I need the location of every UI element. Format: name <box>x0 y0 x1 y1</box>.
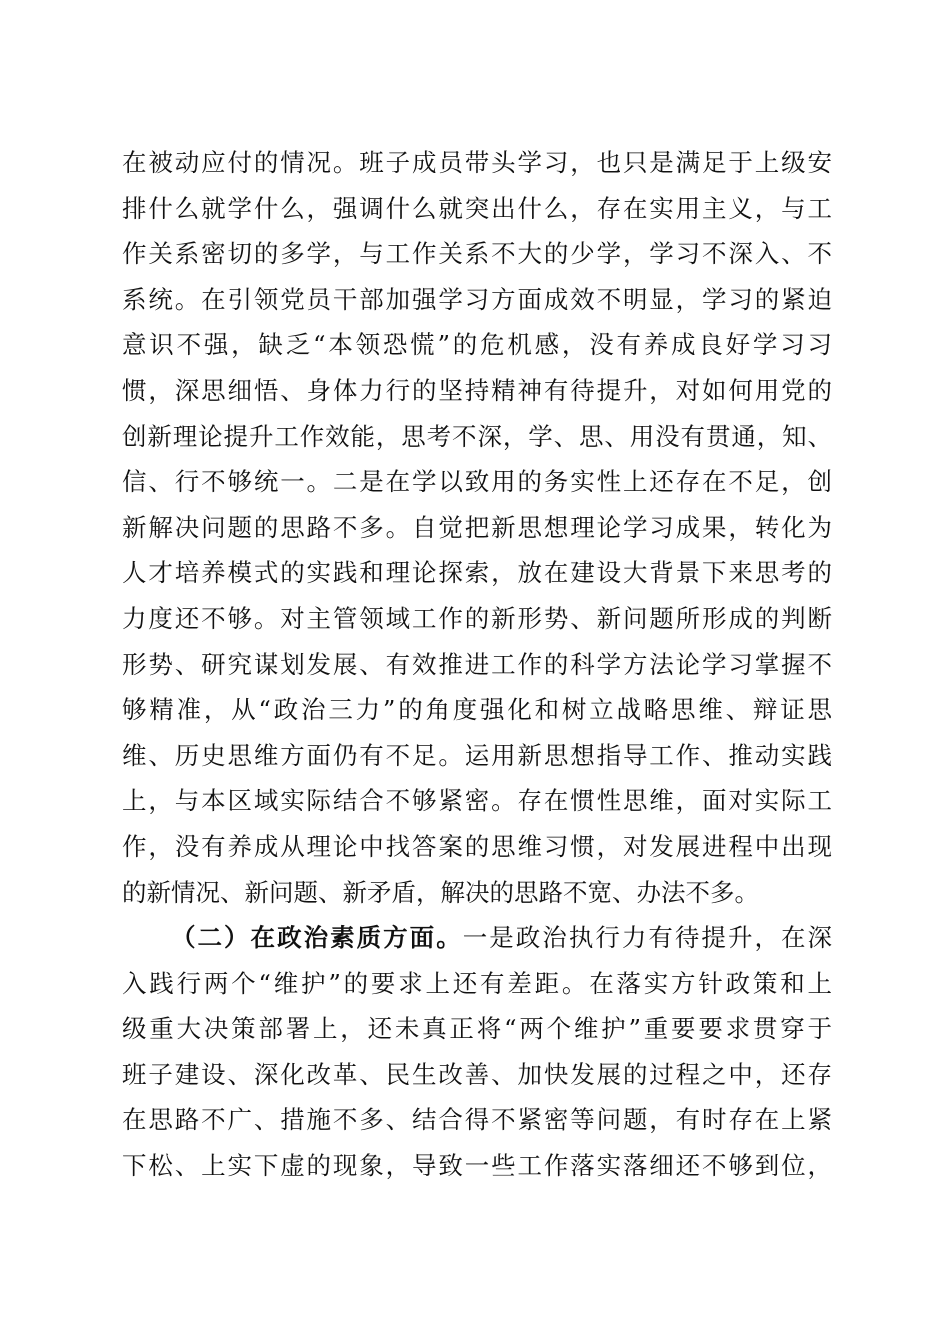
text-line: 班子建设、深化改革、民生改善、加快发展的过程之中，还存 <box>122 1059 832 1089</box>
text-line: 排什么就学什么，强调什么就突出什么，存在实用主义，与工 <box>122 193 832 223</box>
text-line: 形势、研究谋划发展、有效推进工作的科学方法论学习掌握不 <box>122 649 832 679</box>
text-line: 作，没有养成从理论中找答案的思维习惯，对发展进程中出现 <box>122 831 832 861</box>
text-line: 创新理论提升工作效能，思考不深，学、思、用没有贯通，知、 <box>122 421 832 451</box>
text-line: 新解决问题的思路不多。自觉把新思想理论学习成果，转化为 <box>122 512 832 542</box>
text-line: 力度还不够。对主管领域工作的新形势、新问题所形成的判断 <box>122 603 832 633</box>
text-line: 级重大决策部署上，还未真正将“两个维护”重要要求贯穿于 <box>122 1014 832 1044</box>
text-line: 够精准，从“政治三力”的角度强化和树立战略思维、辩证思 <box>122 695 832 725</box>
text-line: 的新情况、新问题、新矛盾，解决的思路不宽、办法不多。 <box>122 877 759 907</box>
section-2-first-line <box>122 915 832 961</box>
section-2-first-line-text: 一是政治执行力有待提升，在深 <box>462 923 833 953</box>
text-line: 人才培养模式的实践和理论探索，放在建设大背景下来思考的 <box>122 558 832 588</box>
text-line: 维、历史思维方面仍有不足。运用新思想指导工作、推动实践 <box>122 740 832 770</box>
text-line: 惯，深思细悟、身体力行的坚持精神有待提升，对如何用党的 <box>122 375 832 405</box>
text-line: 作关系密切的多学，与工作关系不大的少学，学习不深入、不 <box>122 239 832 269</box>
text-line: 意识不强，缺乏“本领恐慌”的危机感，没有养成良好学习习 <box>122 330 832 360</box>
text-line: 上，与本区域实际结合不够紧密。存在惯性思维，面对实际工 <box>122 786 832 816</box>
text-line: 下松、上实下虚的现象，导致一些工作落实落细还不够到位， <box>122 1151 832 1181</box>
text-line: 在被动应付的情况。班子成员带头学习，也只是满足于上级安 <box>122 148 832 177</box>
text-line: 系统。在引领党员干部加强学习方面成效不明显，学习的紧迫 <box>122 284 832 314</box>
text-line: 信、行不够统一。二是在学以致用的务实性上还存在不足，创 <box>122 467 832 497</box>
text-line: 在思路不广、措施不多、结合得不紧密等问题，有时存在上紧 <box>122 1105 832 1135</box>
body-text <box>122 140 832 1189</box>
text-line: 入践行两个“维护”的要求上还有差距。在落实方针政策和上 <box>122 968 832 998</box>
section-2-heading: （二）在政治素质方面。 <box>171 923 463 953</box>
